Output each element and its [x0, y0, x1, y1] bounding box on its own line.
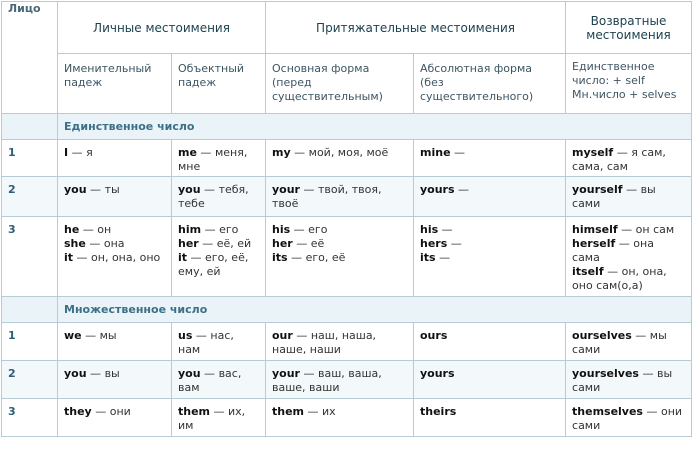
pronoun-translation: его, её [305, 251, 346, 264]
pronoun-entry [272, 251, 407, 265]
pronoun-entry [64, 329, 165, 343]
pronoun-entry [572, 237, 685, 265]
pronoun-entry [572, 146, 685, 174]
pronoun-entry [178, 146, 259, 174]
pronoun-entry [420, 329, 559, 343]
cell-abs [414, 323, 566, 361]
dash-separator: — [438, 223, 453, 236]
pronoun-translation: его [308, 223, 328, 236]
section-label-singular: Единственное число [58, 114, 692, 140]
cell-refl [566, 217, 692, 297]
pronoun-word: its [272, 251, 288, 264]
dash-separator: — [79, 223, 98, 236]
pronoun-translation: наш, наша, наше, наши [272, 329, 377, 356]
pronoun-word: us [178, 329, 193, 342]
table-row [2, 399, 692, 437]
pronoun-translation: вы [104, 367, 120, 380]
dash-separator: — [292, 237, 311, 250]
pronoun-translation: вас, вам [178, 367, 242, 394]
dash-separator: — [201, 223, 220, 236]
nominative-case-header: Именительный падеж [58, 54, 172, 114]
pronoun-word: your [272, 183, 300, 196]
cell-abs [414, 177, 566, 217]
pronoun-word: I [64, 146, 69, 159]
pronoun-word: them [178, 405, 211, 418]
cell-refl [566, 361, 692, 399]
dash-separator: — [292, 329, 311, 342]
pronoun-translation: его [219, 223, 239, 236]
pronoun-word: you [64, 183, 87, 196]
pronoun-translation: они [109, 405, 131, 418]
reflexive-note-plural: Мн.число + selves [572, 88, 677, 101]
pronoun-word: his [420, 223, 439, 236]
section-spacer [2, 114, 58, 140]
pronoun-word: your [272, 367, 300, 380]
cell-refl [566, 323, 692, 361]
pronoun-word: she [64, 237, 86, 250]
pronoun-translation: я сам, сама, сам [572, 146, 666, 173]
dash-separator: — [198, 237, 217, 250]
pronoun-entry [420, 251, 559, 265]
cell-refl [566, 177, 692, 217]
pronoun-translation: он, она, оно [91, 251, 161, 264]
pronoun-translation: нас, нам [178, 329, 234, 356]
dash-separator: — [200, 367, 219, 380]
dash-separator: — [86, 367, 105, 380]
table-row [2, 140, 692, 177]
pronoun-word: you [178, 183, 201, 196]
pronoun-entry [272, 237, 407, 251]
person-number: 3 [2, 399, 58, 437]
pronoun-translation: его, её, ему, ей [178, 251, 249, 278]
pronoun-entry [64, 237, 165, 251]
pronoun-translation: их, им [178, 405, 246, 432]
pronoun-word: ours [420, 329, 448, 342]
cell-nom [58, 140, 172, 177]
pronoun-translation: он сам [635, 223, 675, 236]
absolute-form-header: Абсолютная форма (без существительного) [414, 54, 566, 114]
dash-separator: — [86, 183, 105, 196]
pronoun-word: myself [572, 146, 614, 159]
cell-refl [566, 140, 692, 177]
pronoun-entry [272, 367, 407, 395]
dash-separator: — [447, 237, 462, 250]
pronoun-word: hers [420, 237, 448, 250]
pronoun-entry [420, 223, 559, 237]
dash-separator: — [622, 183, 641, 196]
cell-obj [172, 323, 266, 361]
pronoun-translation: ваш, ваша, ваше, ваши [272, 367, 382, 394]
dash-separator: — [617, 223, 636, 236]
pronoun-translation: мой, моя, моё [308, 146, 389, 159]
pronoun-entry [272, 223, 407, 237]
cell-poss [266, 361, 414, 399]
pronoun-entry [64, 405, 165, 419]
pronoun-entry [572, 223, 685, 237]
possessive-pronouns-header: Притяжательные местоимения [266, 2, 566, 54]
cell-obj [172, 361, 266, 399]
pronoun-word: yours [420, 367, 455, 380]
dash-separator: — [304, 405, 323, 418]
dash-separator: — [638, 367, 657, 380]
dash-separator: — [85, 237, 104, 250]
cell-poss [266, 399, 414, 437]
pronoun-entry [178, 223, 259, 237]
pronoun-entry [178, 367, 259, 395]
pronoun-word: we [64, 329, 82, 342]
cell-obj [172, 177, 266, 217]
cell-obj [172, 217, 266, 297]
pronoun-entry [572, 329, 685, 357]
pronoun-entry [64, 223, 165, 237]
dash-separator: — [200, 183, 219, 196]
pronoun-word: ourselves [572, 329, 632, 342]
pronoun-entry [572, 405, 685, 433]
dash-separator: — [290, 223, 309, 236]
pronoun-word: yours [420, 183, 455, 196]
person-number: 2 [2, 177, 58, 217]
pronoun-word: they [64, 405, 92, 418]
dash-separator: — [73, 251, 92, 264]
dash-separator: — [196, 146, 215, 159]
cell-poss [266, 217, 414, 297]
pronoun-entry [178, 237, 259, 251]
pronoun-translation: она сама [572, 237, 654, 264]
table-row [2, 177, 692, 217]
pronoun-translation: мы сами [572, 329, 667, 356]
pronoun-entry [64, 146, 165, 160]
cell-poss [266, 323, 414, 361]
dash-separator: — [192, 329, 211, 342]
dash-separator: — [81, 329, 100, 342]
pronoun-word: them [272, 405, 305, 418]
pronoun-word: herself [572, 237, 616, 250]
cell-poss [266, 140, 414, 177]
pronoun-word: our [272, 329, 293, 342]
section-row-plural [2, 297, 692, 323]
cell-nom [58, 361, 172, 399]
pronoun-entry [272, 146, 407, 160]
pronoun-translation: её [310, 237, 325, 250]
pronoun-translation: она [103, 237, 125, 250]
pronoun-word: me [178, 146, 197, 159]
pronoun-translation: мы [99, 329, 117, 342]
personal-pronouns-header: Личные местоимения [58, 2, 266, 54]
pronoun-table [1, 1, 692, 437]
pronoun-translation: тебя, тебе [178, 183, 249, 210]
pronoun-entry [420, 183, 559, 197]
pronoun-translation: её, ей [216, 237, 252, 250]
pronoun-word: theirs [420, 405, 457, 418]
pronoun-entry [178, 405, 259, 433]
dash-separator: — [454, 183, 470, 196]
dash-separator: — [642, 405, 661, 418]
basic-form-header: Основная форма (перед существительным) [266, 54, 414, 114]
pronoun-translation: он, она, оно сам(о,а) [572, 265, 667, 292]
dash-separator: — [450, 146, 466, 159]
pronoun-word: my [272, 146, 291, 159]
objective-case-header: Объектный падеж [172, 54, 266, 114]
pronoun-word: it [178, 251, 188, 264]
dash-separator: — [68, 146, 87, 159]
pronoun-entry [272, 183, 407, 211]
pronoun-word: itself [572, 265, 604, 278]
pronoun-word: her [272, 237, 293, 250]
pronoun-word: his [272, 223, 291, 236]
cell-poss [266, 177, 414, 217]
table-row [2, 217, 692, 297]
dash-separator: — [631, 329, 650, 342]
cell-refl [566, 399, 692, 437]
cell-abs [414, 217, 566, 297]
pronoun-entry [572, 265, 685, 293]
pronoun-translation: вы сами [572, 367, 673, 394]
pronoun-entry [420, 237, 559, 251]
pronoun-entry [572, 183, 685, 211]
pronoun-word: her [178, 237, 199, 250]
pronoun-word: themselves [572, 405, 643, 418]
pronoun-word: you [178, 367, 201, 380]
dash-separator: — [603, 265, 622, 278]
dash-separator: — [299, 367, 318, 380]
dash-separator: — [91, 405, 110, 418]
pronoun-word: you [64, 367, 87, 380]
pronoun-translation: я [86, 146, 93, 159]
dash-separator: — [615, 237, 634, 250]
reflexive-note-singular: Единственное число: + self [572, 60, 655, 87]
pronoun-word: its [420, 251, 436, 264]
person-number: 3 [2, 217, 58, 297]
pronoun-entry [64, 367, 165, 381]
pronoun-entry [178, 183, 259, 211]
reflexive-note [566, 54, 692, 114]
cell-abs [414, 140, 566, 177]
subheader-row [2, 54, 692, 114]
header-row [2, 2, 692, 54]
pronoun-entry [178, 329, 259, 357]
pronoun-entry [420, 405, 559, 419]
pronoun-translation: вы сами [572, 183, 656, 210]
pronoun-word: yourselves [572, 367, 639, 380]
pronoun-entry [572, 367, 685, 395]
person-number: 2 [2, 361, 58, 399]
dash-separator: — [435, 251, 451, 264]
section-spacer [2, 297, 58, 323]
dash-separator: — [287, 251, 306, 264]
dash-separator: — [613, 146, 632, 159]
section-row-singular [2, 114, 692, 140]
cell-obj [172, 399, 266, 437]
pronoun-word: it [64, 251, 74, 264]
pronoun-entry [420, 367, 559, 381]
cell-nom [58, 217, 172, 297]
cell-abs [414, 399, 566, 437]
dash-separator: — [290, 146, 309, 159]
pronoun-entry [178, 251, 259, 279]
pronoun-word: yourself [572, 183, 623, 196]
dash-separator: — [210, 405, 229, 418]
cell-nom [58, 177, 172, 217]
table-row [2, 361, 692, 399]
pronoun-word: he [64, 223, 80, 236]
pronoun-entry [64, 183, 165, 197]
pronoun-entry [272, 405, 407, 419]
pronoun-translation: они сами [572, 405, 683, 432]
section-label-plural: Множественное число [58, 297, 692, 323]
pronoun-entry [420, 146, 559, 160]
pronoun-translation: их [322, 405, 336, 418]
pronoun-translation: твой, твоя, твоё [272, 183, 382, 210]
dash-separator: — [187, 251, 206, 264]
pronoun-entry [272, 329, 407, 357]
pronoun-word: himself [572, 223, 618, 236]
reflexive-pronouns-header: Возвратные местоимения [566, 2, 692, 54]
cell-obj [172, 140, 266, 177]
cell-nom [58, 323, 172, 361]
pronoun-translation: меня, мне [178, 146, 248, 173]
face-header: Лицо [2, 2, 58, 114]
pronoun-translation: он [97, 223, 112, 236]
pronoun-translation: ты [104, 183, 120, 196]
person-number: 1 [2, 323, 58, 361]
cell-nom [58, 399, 172, 437]
table-row [2, 323, 692, 361]
pronoun-entry [64, 251, 165, 265]
person-number: 1 [2, 140, 58, 177]
dash-separator: — [299, 183, 318, 196]
pronoun-word: mine [420, 146, 451, 159]
cell-abs [414, 361, 566, 399]
pronoun-word: him [178, 223, 202, 236]
